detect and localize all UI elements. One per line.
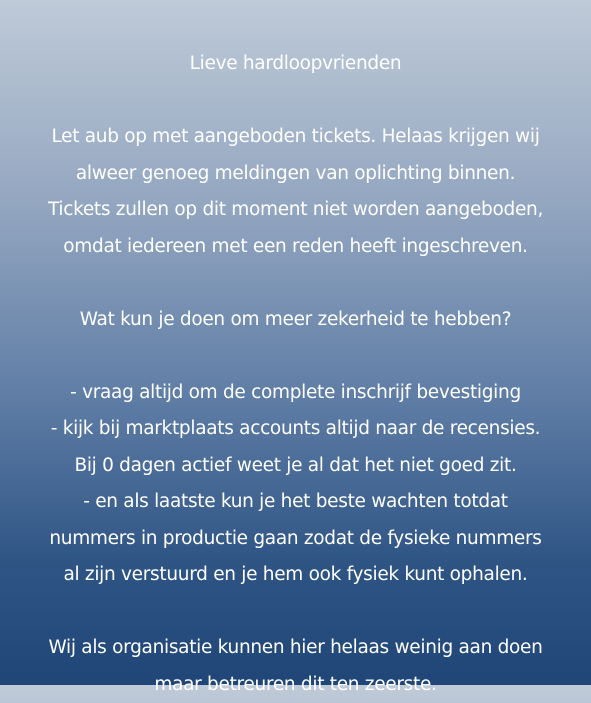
- greeting-line: Lieve hardloopvrienden: [0, 46, 591, 83]
- paragraph-gap: [0, 83, 591, 120]
- warning-line: alweer genoeg meldingen van oplichting binnen.: [0, 156, 591, 193]
- warning-line: Let aub op met aangeboden tickets. Helaas krijgen wij: [0, 119, 591, 156]
- question-line: Wat kun je doen om meer zekerheid te hebben?: [0, 302, 591, 339]
- tip-line: al zijn verstuurd en je hem ook fysiek kunt ophalen.: [0, 557, 591, 594]
- tip-line: - kijk bij marktplaats accounts altijd naar de recensies.: [0, 411, 591, 448]
- tip-line: nummers in productie gaan zodat de fysieke nummers: [0, 521, 591, 558]
- tip-line: Bij 0 dagen actief weet je al dat het niet goed zit.: [0, 448, 591, 485]
- paragraph-gap: [0, 594, 591, 631]
- tip-line: - vraag altijd om de complete inschrijf bevestiging: [0, 375, 591, 412]
- closing-line: Wij als organisatie kunnen hier helaas weinig aan doen: [0, 630, 591, 667]
- warning-line: Tickets zullen op dit moment niet worden aangeboden,: [0, 192, 591, 229]
- tip-line: - en als laatste kun je het beste wachten totdat: [0, 484, 591, 521]
- warning-line: omdat iedereen met een reden heeft ingeschreven.: [0, 229, 591, 266]
- closing-line: maar betreuren dit ten zeerste.: [0, 667, 591, 703]
- paragraph-gap: [0, 338, 591, 375]
- paragraph-gap: [0, 265, 591, 302]
